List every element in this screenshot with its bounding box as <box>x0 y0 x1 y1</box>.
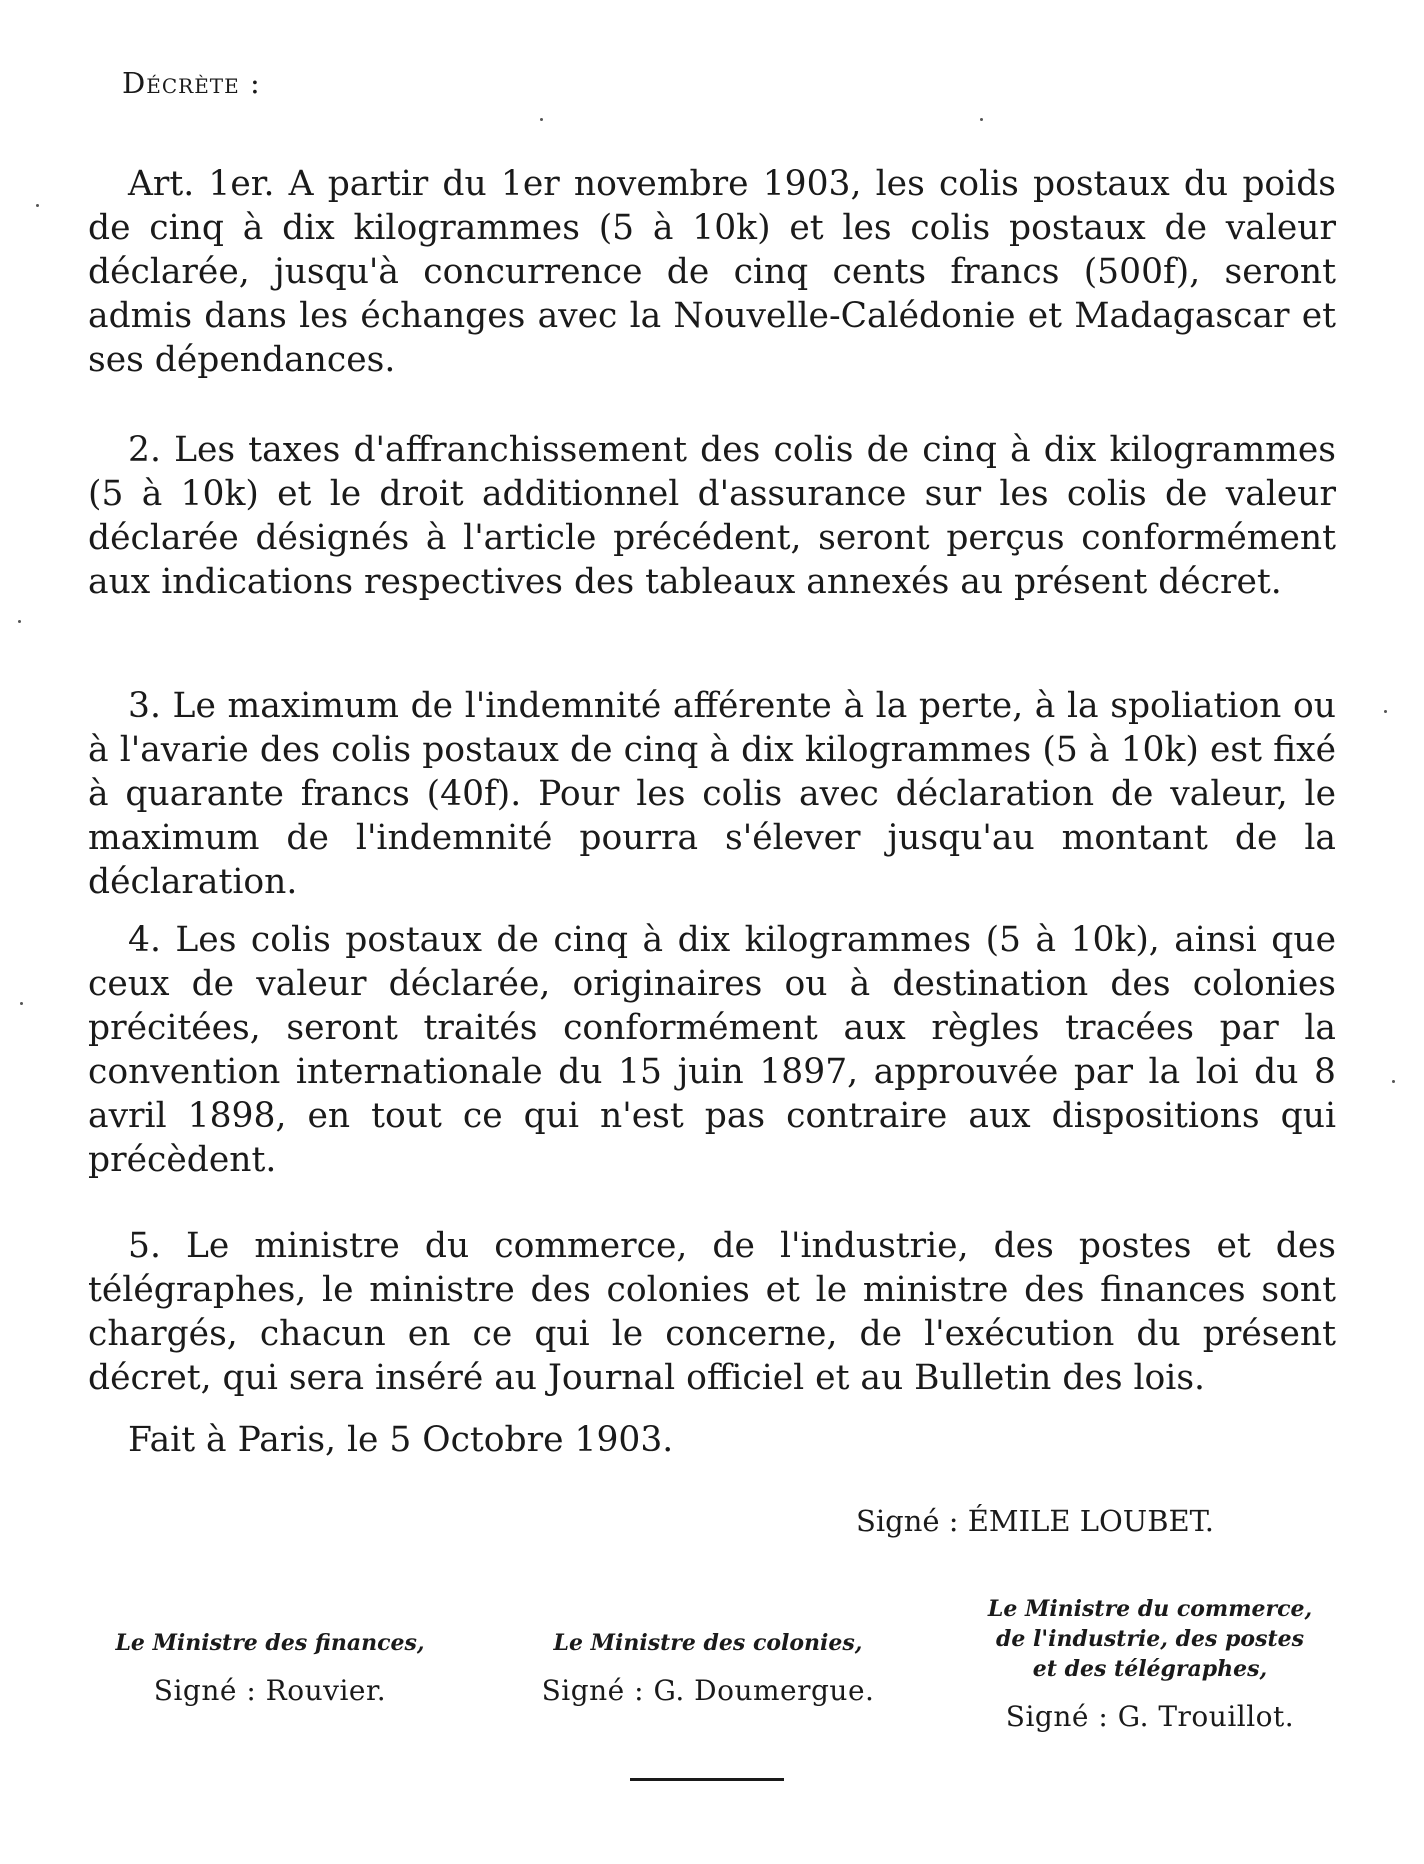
scan-speck <box>20 1002 23 1005</box>
article-4 <box>88 918 1336 1182</box>
scan-speck <box>980 118 983 121</box>
minister-colonies-signature: Signé : G. Doumergue. <box>541 1674 875 1707</box>
minister-commerce-signature: Signé : G. Trouillot. <box>1005 1700 1295 1733</box>
minister-finances-signature: Signé : Rouvier. <box>153 1674 387 1707</box>
article-2 <box>88 428 1336 604</box>
article-3-text: 3. Le maximum de l'indemnité afférente à la perte, à la spoliation ou à l'avarie des colis postaux de cinq à dix kilogrammes (5 à 10k) est fixé à quarante francs (40f). Pour les colis avec déclaration de valeur, le maximum de l'indemnité pourra s'élever jusqu'au montant de la déclaration. <box>88 686 1336 902</box>
minister-commerce-block <box>950 1594 1350 1733</box>
minister-commerce-title-line-1: Le Ministre du commerce, <box>987 1596 1313 1622</box>
scan-speck <box>1392 1080 1395 1083</box>
scan-speck <box>36 204 39 207</box>
minister-finances-block <box>90 1628 450 1707</box>
article-2-text: 2. Les taxes d'affranchissement des colis de cinq à dix kilogrammes (5 à 10k) et le droit additionnel d'assurance sur les colis de valeur déclarée désignés à l'article précédent, seront perçus conformément aux indications respectives des tableaux annexés au présent décret. <box>88 430 1336 602</box>
article-1 <box>88 162 1336 382</box>
article-5 <box>88 1224 1336 1400</box>
president-signature: Signé : ÉMILE LOUBET. <box>856 1504 1214 1538</box>
scan-speck <box>540 118 543 121</box>
minister-finances-title: Le Ministre des finances, <box>115 1630 425 1656</box>
minister-colonies-block <box>528 1628 888 1707</box>
decree-heading: Décrète : <box>122 66 261 100</box>
scan-speck <box>1384 710 1387 713</box>
scan-speck <box>18 620 21 623</box>
article-3 <box>88 684 1336 904</box>
article-4-text: 4. Les colis postaux de cinq à dix kilogrammes (5 à 10k), ainsi que ceux de valeur déclarée, originaires ou à destination des colonies précitées, seront traités conformément aux règles tracées par la convention internationale du 15 juin 1897, approuvée par la loi du 8 avril 1898, en tout ce qui n'est pas contraire aux dispositions qui précèdent. <box>88 920 1336 1180</box>
article-1-text: Art. 1er. A partir du 1er novembre 1903, les colis postaux du poids de cinq à dix kilogrammes (5 à 10k) et les colis postaux de valeur déclarée, jusqu'à concurrence de cinq cents francs (500f), seront admis dans les échanges avec la Nouvelle-Calédonie et Madagascar et ses dépendances. <box>88 164 1336 380</box>
article-5-text: 5. Le ministre du commerce, de l'industrie, des postes et des télégraphes, le ministre des colonies et le ministre des finances sont chargés, chacun en ce qui le concerne, de l'exécution du présent décret, qui sera inséré au Journal officiel et au Bulletin des lois. <box>88 1226 1336 1398</box>
place-date-line: Fait à Paris, le 5 Octobre 1903. <box>128 1420 674 1460</box>
minister-commerce-title-line-2: de l'industrie, des postes <box>995 1626 1305 1652</box>
minister-colonies-title: Le Ministre des colonies, <box>553 1630 863 1656</box>
minister-commerce-title-line-3: et des télégraphes, <box>1032 1656 1268 1682</box>
closing-rule <box>630 1778 784 1781</box>
